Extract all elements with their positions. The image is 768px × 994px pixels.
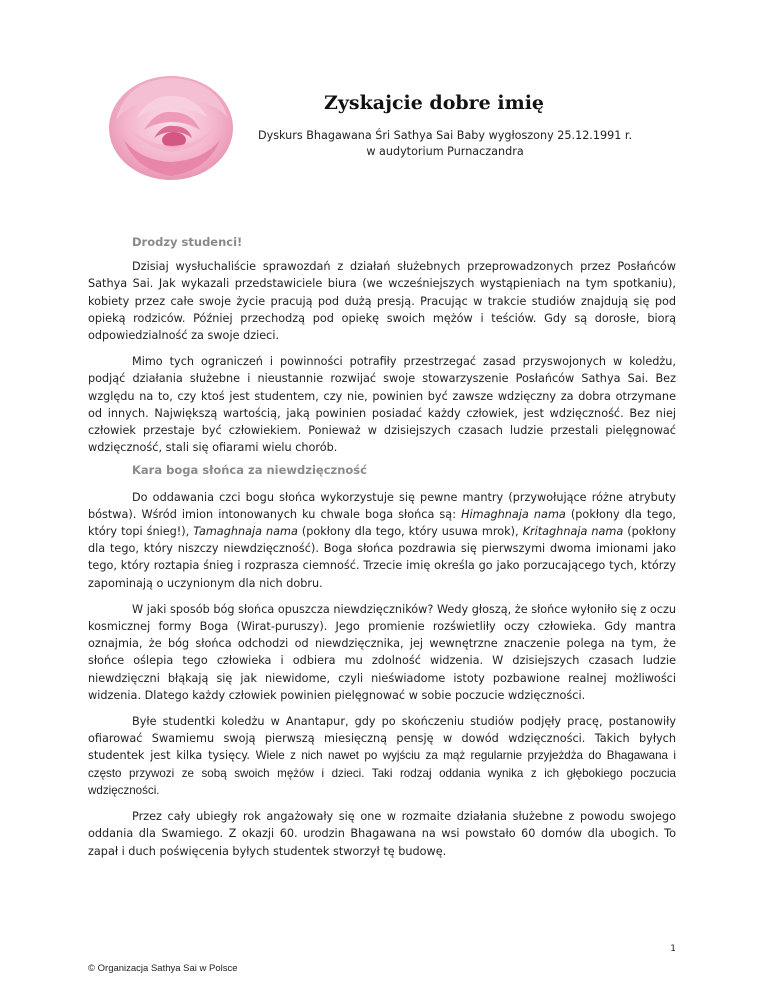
rose-image [96, 60, 246, 190]
document-body [88, 234, 676, 869]
footer: © Organizacja Sathya Sai w Polsce [88, 963, 238, 974]
subtitle-line-2: w audytorium Purnaczandra [366, 145, 524, 158]
paragraph-1: Dzisiaj wysłuchaliście sprawozdań z działań służebnych przeprowadzonych przez Posłańców Sathya Sai. Jak wykazali przedstawiciele biura (we wcześniejszych wystąpieniach na tym spotkaniu), kobiety przez całe swoje życie pracują pod dużą presją. Pracując w trakcie studiów znajdują się pod opieką rodziców. Później przechodzą pod opiekę swoich mężów i teściów. Gdy są dorosłe, biorą odpowiedzialność za swoje dzieci. [88, 260, 676, 343]
greeting-heading: Drodzy studenci! [132, 235, 243, 249]
paragraph-2: Mimo tych ograniczeń i powinności potrafiły przestrzegać zasad przyswojonych w koledżu, podjąć działania służebne i nieustannie rozwijać swoje stowarzyszenie Posłańców Sathya Sai. Bez względu na to, czy ktoś jest studentem, czy nie, powinien być zawsze wdzięczny za dobra otrzymane od innych. Największą wartością, jaką powinien posiadać każdy człowiek, jest wdzięczność. Bez niej człowiek przestaje być człowiekiem. Ponieważ w dzisiejszych czasach ludzie przestali pielęgnować wdzięczność, stali się ofiarami wielu chorób. [88, 355, 676, 455]
paragraph-5: Byłe studentki koledżu w Anantapur, gdy po skończeniu studiów podjęły pracę, postanowiły ofiarować Swamiemu swoją pierwszą miesięczną pensję w dowód wdzięczności. Takich byłych studentek jest kilka tysięcy. Wiele z nich nawet po wyjściu za mąż regularnie przyjeżdża do Bhagawana i często przywozi ze sobą swoich mężów i dzieci. Taki rodzaj oddania wynika z ich głębokiego poczucia wdzięczności. [88, 715, 676, 797]
page-title: Zyskajcie dobre imię [323, 92, 545, 114]
paragraph-3: Do oddawania czci bogu słońca wykorzystuje się pewne mantry (przywołujące różne atrybuty bóstwa). Wśród imion intonowanych ku chwale boga słońca są: Himaghnaja nama (pokłony dla tego, który topi śnieg!), Tamaghnaja nama (pokłony dla tego, który usuwa mrok), Kritaghnaja nama (pokłony dla tego, który niszczy niewdzięczność). Boga słońca pozdrawia się pierwszymi dwoma imionami jako tego, który roztapia śnieg i rozprasza ciemność. Trzecie imię określa go jako porzucającego tych, którzy zapominają o uczynionym dla nich dobru. [88, 490, 676, 590]
section-heading: Kara boga słońca za niewdzięczność [132, 463, 367, 478]
subtitle [200, 128, 690, 160]
paragraph-4: W jaki sposób bóg słońca opuszcza niewdzięczników? Wedy głoszą, że słońce wyłoniło się z oczu kosmicznej formy Boga (Wirat-puruszy). Jego promienie rozświetliły oczy człowieka. Gdy mantra oznajmia, że bóg słońca odchodzi od niewdzięcznika, jej wewnętrzne znaczenie polega na tym, że słońce oślepia tego człowieka i odbiera mu zdolność widzenia. W dzisiejszych czasach ludzie niewdzięczni błąkają się jak niewidome, czyli nieświadome istoty pozbawione realnej możliwości widzenia. Dlatego każdy człowiek powinien pielęgnować w sobie poczucie wdzięczności. [88, 602, 676, 702]
paragraph-6: Przez cały ubiegły rok angażowały się one w rozmaite działania służebne z powodu swojego oddania dla Swamiego. Z okazji 60. urodzin Bhagawana na wsi powstało 60 domów dla ubogich. To zapał i duch poświęcenia byłych studentek stworzył tę budowę. [88, 810, 676, 858]
subtitle-line-1: Dyskurs Bhagawana Śri Sathya Sai Baby wygłoszony 25.12.1991 r. [257, 129, 633, 142]
page-number: 1 [670, 944, 676, 954]
